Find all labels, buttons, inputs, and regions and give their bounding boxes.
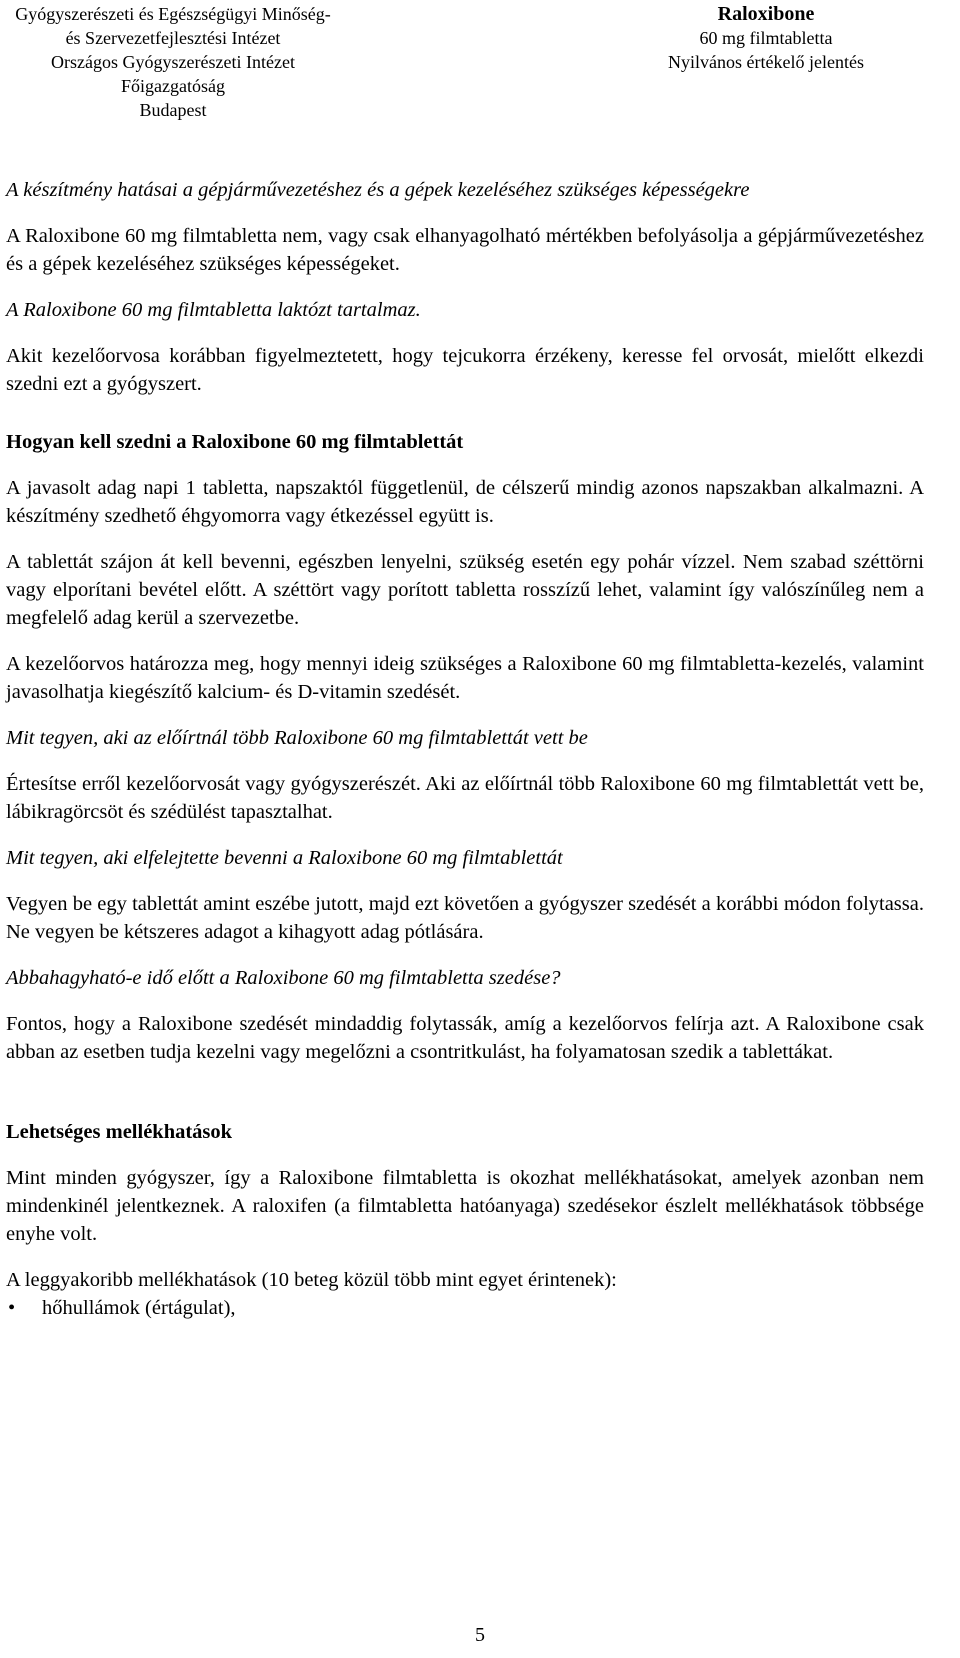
header-product [636,2,896,74]
section-heading-lactose: A Raloxibone 60 mg filmtabletta laktózt tartalmaz. [6,299,421,321]
header-report-type: Nyilvános értékelő jelentés [668,52,864,72]
paragraph-side-effects-common: A leggyakoribb mellékhatások (10 beteg közül több mint egyet érintenek): [6,1269,617,1291]
section-heading-missed: Mit tegyen, aki elfelejtette bevenni a Raloxibone 60 mg filmtablettát [6,847,563,869]
header-left-line: Gyógyszerészeti és Egészségügyi Minőség- [15,4,331,24]
page-header [0,0,960,130]
header-left-line: Budapest [139,100,207,120]
section-heading-howto: Hogyan kell szedni a Raloxibone 60 mg filmtablettát [6,431,464,453]
paragraph-howto-swallow: A tablettát szájon át kell bevenni, egészben lenyelni, szükség esetén egy pohár vízzel. Nem szabad széttörni vagy elporítani bevétel előtt. A széttört vagy porított tabletta rosszízű lehet, valamint így valószínűleg nem a megfelelő adag kerül a szervezetbe. [6,551,924,629]
paragraph-missed: Vegyen be egy tablettát amint eszébe jutott, majd ezt követően a gyógyszer szedését a korábbi módon folytassa. Ne vegyen be kétszeres adagot a kihagyott adag pótlására. [6,893,924,943]
bullet-icon: • [8,1297,16,1319]
paragraph-overdose: Értesítse erről kezelőorvosát vagy gyógyszerészét. Aki az előírtnál több Raloxibone 60 mg filmtablettát vett be, lábikragörcsöt és szédülést tapasztalhat. [6,773,924,823]
paragraph-side-effects-intro: Mint minden gyógyszer, így a Raloxibone filmtabletta is okozhat mellékhatásokat, amelyek azonban nem mindenkinél jelentkeznek. A raloxifen (a filmtabletta hatóanyaga) szedésekor észlelt mellékhatások többsége enyhe volt. [6,1167,924,1245]
section-heading-driving: A készítmény hatásai a gépjárművezetéshez és a gépek kezeléséhez szükséges képességekre [6,179,750,201]
header-left-line: és Szervezetfejlesztési Intézet [65,28,281,48]
section-heading-overdose: Mit tegyen, aki az előírtnál több Raloxibone 60 mg filmtablettát vett be [6,727,588,749]
side-effects-list [6,1294,924,1322]
header-left-line: Országos Gyógyszerészeti Intézet [51,52,295,72]
list-item-text: hőhullámok (értágulat), [42,1297,236,1319]
paragraph-howto-dose: A javasolt adag napi 1 tabletta, napszaktól függetlenül, de célszerű mindig azonos napszakban alkalmazni. A készítmény szedhető éhgyomorra vagy étkezéssel együtt is. [6,477,924,527]
header-product-strength: 60 mg filmtabletta [699,28,833,48]
header-institution [8,2,338,122]
header-left-line: Főigazgatóság [121,76,225,96]
paragraph-stop: Fontos, hogy a Raloxibone szedését mindaddig folytassák, amíg a kezelőorvos felírja azt. A Raloxibone csak abban az esetben tudja kezelni vagy megelőzni a csontritkulást, ha folyamatosan szedik a tablettákat. [6,1013,924,1063]
paragraph-howto-duration: A kezelőorvos határozza meg, hogy mennyi ideig szükséges a Raloxibone 60 mg filmtabletta-kezelés, valamint javasolhatja kiegészítő kalcium- és D-vitamin szedését. [6,653,924,703]
paragraph-driving: A Raloxibone 60 mg filmtabletta nem, vagy csak elhanyagolható mértékben befolyásolja a gépjárművezetéshez és a gépek kezeléséhez szükséges képességeket. [6,225,924,275]
section-heading-side-effects: Lehetséges mellékhatások [6,1121,233,1143]
header-product-name: Raloxibone [717,3,815,25]
section-heading-stop: Abbahagyható-e idő előtt a Raloxibone 60 mg filmtabletta szedése? [6,967,561,989]
document-body [6,176,924,1322]
page-number: 5 [475,1624,485,1646]
list-item [6,1294,924,1322]
paragraph-lactose: Akit kezelőorvosa korábban figyelmeztetett, hogy tejcukorra érzékeny, keresse fel orvosát, mielőtt elkezdi szedni ezt a gyógyszert. [6,345,924,395]
